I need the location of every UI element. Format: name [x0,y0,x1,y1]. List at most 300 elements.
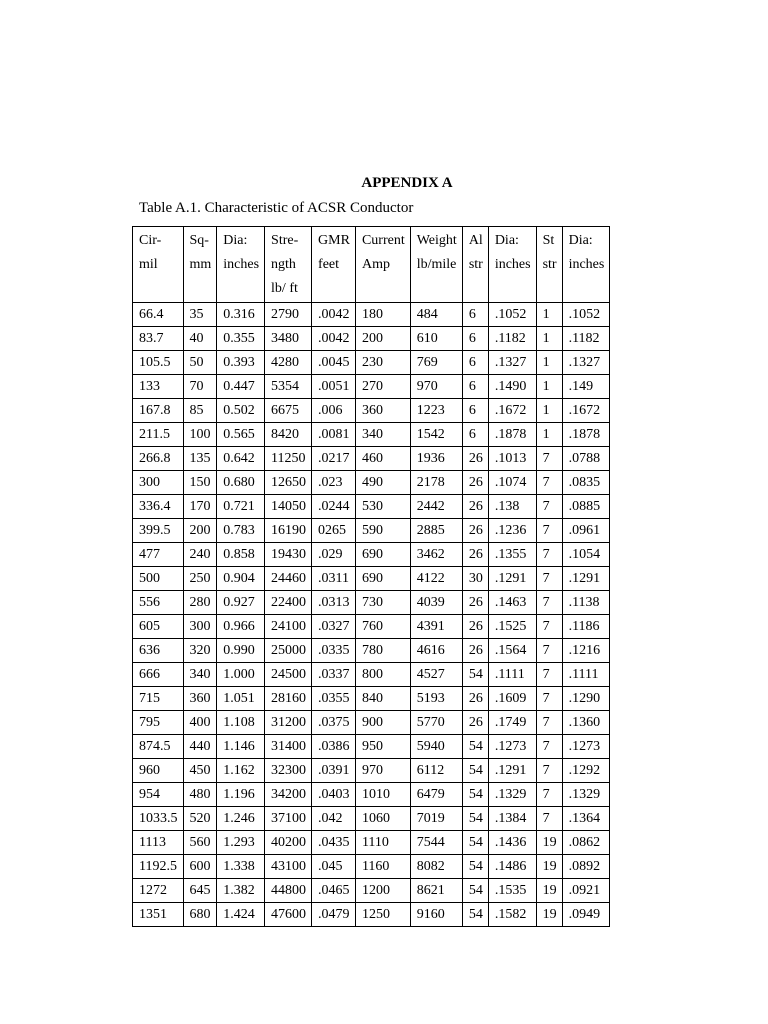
table-row [133,495,610,519]
column-header [217,227,265,303]
table-cell: 760 [355,615,410,639]
table-cell: .0042 [312,303,356,327]
table-cell: 14050 [265,495,312,519]
table-cell: .1273 [488,735,536,759]
table-cell: .0375 [312,711,356,735]
table-cell: 167.8 [133,399,184,423]
table-cell: 22400 [265,591,312,615]
table-cell: 8621 [410,879,462,903]
column-header-line: Current [361,233,405,248]
table-cell: 4391 [410,615,462,639]
table-cell: 5354 [265,375,312,399]
table-row [133,687,610,711]
table-cell: 47600 [265,903,312,927]
table-cell: 66.4 [133,303,184,327]
table-cell: 3480 [265,327,312,351]
table-cell: 605 [133,615,184,639]
table-cell: 7 [536,519,562,543]
table-cell: 900 [355,711,410,735]
table-cell: 7 [536,543,562,567]
table-cell: 1.196 [217,783,265,807]
table-cell: .1236 [488,519,536,543]
table-cell: .0335 [312,639,356,663]
table-cell: 240 [183,543,217,567]
table-cell: 1 [536,375,562,399]
table-cell: .0862 [562,831,610,855]
table-cell: 1542 [410,423,462,447]
table-cell: 300 [183,615,217,639]
table-row [133,375,610,399]
table-cell: 6 [462,423,488,447]
table-cell: 7 [536,447,562,471]
table-cell: .1290 [562,687,610,711]
table-cell: 12650 [265,471,312,495]
table-cell: 54 [462,759,488,783]
table-cell: 54 [462,831,488,855]
table-cell: 340 [183,663,217,687]
table-cell: .0921 [562,879,610,903]
table-row [133,807,610,831]
table-cell: 16190 [265,519,312,543]
table-cell: .1582 [488,903,536,927]
table-cell: 1 [536,327,562,351]
table-cell: .0045 [312,351,356,375]
table-cell: 7019 [410,807,462,831]
column-header-line: lb/mile [416,257,457,272]
table-cell: 300 [133,471,184,495]
table-cell: 6 [462,351,488,375]
table-cell: 105.5 [133,351,184,375]
table-cell: .138 [488,495,536,519]
table-cell: 85 [183,399,217,423]
table-row [133,855,610,879]
table-row [133,759,610,783]
table-cell: 1.162 [217,759,265,783]
column-header-line: Amp [361,257,390,272]
table-cell: 800 [355,663,410,687]
table-cell: 24500 [265,663,312,687]
table-cell: 37100 [265,807,312,831]
column-header-line: GMR [318,233,350,248]
table-cell: 7 [536,807,562,831]
table-cell: 1 [536,351,562,375]
table-cell: 4616 [410,639,462,663]
table-cell: 7 [536,711,562,735]
table-cell: 6 [462,327,488,351]
table-cell: 1010 [355,783,410,807]
table-cell: 6 [462,303,488,327]
column-header [562,227,610,303]
table-row [133,471,610,495]
table-cell: .0961 [562,519,610,543]
table-cell: .1074 [488,471,536,495]
table-cell: .0311 [312,567,356,591]
table-cell: .1292 [562,759,610,783]
table-cell: 610 [410,327,462,351]
table-cell: 336.4 [133,495,184,519]
table-cell: 0.642 [217,447,265,471]
table-cell: 0.966 [217,615,265,639]
table-cell: 1.382 [217,879,265,903]
table-cell: 200 [183,519,217,543]
table-cell: 230 [355,351,410,375]
table-cell: 7 [536,471,562,495]
table-cell: 26 [462,543,488,567]
table-cell: .1329 [488,783,536,807]
table-cell: 0.927 [217,591,265,615]
table-cell: 4280 [265,351,312,375]
table-cell: 590 [355,519,410,543]
table-cell: 5770 [410,711,462,735]
table-cell: .0042 [312,327,356,351]
table-cell: 8420 [265,423,312,447]
table-cell: 32300 [265,759,312,783]
table-cell: 0.783 [217,519,265,543]
table-header-row [133,227,610,303]
table-cell: 1113 [133,831,184,855]
table-cell: 1192.5 [133,855,184,879]
table-cell: 270 [355,375,410,399]
table-cell: 7 [536,567,562,591]
table-cell: 7 [536,639,562,663]
table-cell: 19 [536,903,562,927]
table-cell: .0355 [312,687,356,711]
table-cell: 690 [355,567,410,591]
table-cell: 1.246 [217,807,265,831]
table-cell: .1138 [562,591,610,615]
table-cell: 54 [462,855,488,879]
table-cell: .1327 [488,351,536,375]
table-row [133,351,610,375]
table-cell: 400 [183,711,217,735]
table-cell: .1052 [562,303,610,327]
table-cell: 0.355 [217,327,265,351]
table-row [133,879,610,903]
table-cell: 26 [462,519,488,543]
table-cell: 1.051 [217,687,265,711]
table-cell: 0265 [312,519,356,543]
table-cell: 480 [183,783,217,807]
table-cell: 26 [462,591,488,615]
table-cell: .149 [562,375,610,399]
table-cell: 795 [133,711,184,735]
table-cell: 200 [355,327,410,351]
column-header-line: Weight [416,233,457,248]
table-row [133,327,610,351]
table-cell: .0051 [312,375,356,399]
table-row [133,543,610,567]
table-cell: .0244 [312,495,356,519]
table-cell: 7 [536,663,562,687]
table-cell: 40200 [265,831,312,855]
table-cell: 1200 [355,879,410,903]
table-cell: 133 [133,375,184,399]
table-cell: 5940 [410,735,462,759]
table-cell: 2790 [265,303,312,327]
table-cell: .0386 [312,735,356,759]
column-header-line: ngth [271,257,296,272]
table-cell: .0835 [562,471,610,495]
table-cell: .029 [312,543,356,567]
table-cell: 43100 [265,855,312,879]
table-cell: 0.316 [217,303,265,327]
table-cell: .0885 [562,495,610,519]
table-cell: 19 [536,831,562,855]
table-cell: 19 [536,879,562,903]
table-cell: .0479 [312,903,356,927]
table-cell: .0435 [312,831,356,855]
table-cell: 530 [355,495,410,519]
column-header [488,227,536,303]
table-cell: .0217 [312,447,356,471]
table-cell: 0.565 [217,423,265,447]
table-cell: .0465 [312,879,356,903]
table-cell: 280 [183,591,217,615]
table-cell: 0.990 [217,639,265,663]
table-row [133,639,610,663]
table-row [133,735,610,759]
table-cell: .0949 [562,903,610,927]
table-cell: .1216 [562,639,610,663]
table-cell: 28160 [265,687,312,711]
column-header-line: feet [318,257,340,272]
table-cell: .0081 [312,423,356,447]
table-cell: 3462 [410,543,462,567]
column-header-line: Stre- [271,233,299,248]
table-cell: .042 [312,807,356,831]
table-cell: .1291 [562,567,610,591]
table-cell: 715 [133,687,184,711]
column-header [265,227,312,303]
table-cell: .1182 [562,327,610,351]
table-cell: 250 [183,567,217,591]
table-cell: 600 [183,855,217,879]
table-cell: 7544 [410,831,462,855]
table-cell: 0.393 [217,351,265,375]
table-cell: 636 [133,639,184,663]
table-caption: Table A.1. Characteristic of ACSR Conductor [139,200,414,216]
table-row [133,303,610,327]
table-row [133,903,610,927]
table-cell: .1486 [488,855,536,879]
table-row [133,567,610,591]
table-cell: 450 [183,759,217,783]
table-cell: 780 [355,639,410,663]
table-cell: 0.721 [217,495,265,519]
table-cell: 2442 [410,495,462,519]
table-cell: .1525 [488,615,536,639]
table-cell: 1.338 [217,855,265,879]
table-cell: 1.424 [217,903,265,927]
table-cell: 500 [133,567,184,591]
table-cell: 26 [462,639,488,663]
table-cell: 1 [536,423,562,447]
table-cell: 7 [536,687,562,711]
table-cell: 11250 [265,447,312,471]
table-cell: .1672 [488,399,536,423]
table-cell: 970 [410,375,462,399]
table-cell: 7 [536,591,562,615]
table-cell: 70 [183,375,217,399]
table-cell: 7 [536,495,562,519]
table-cell: .1436 [488,831,536,855]
table-cell: 950 [355,735,410,759]
table-cell: 1 [536,303,562,327]
table-cell: 170 [183,495,217,519]
column-header [312,227,356,303]
table-cell: 54 [462,783,488,807]
column-header-line: mil [139,257,158,272]
table-cell: 690 [355,543,410,567]
table-cell: 19430 [265,543,312,567]
table-cell: .0788 [562,447,610,471]
table-cell: 180 [355,303,410,327]
column-header-line: Cir- [139,233,162,248]
column-header [462,227,488,303]
table-cell: .0337 [312,663,356,687]
table-cell: 7 [536,735,562,759]
table-cell: 477 [133,543,184,567]
table-cell: 44800 [265,879,312,903]
table-cell: 4527 [410,663,462,687]
table-cell: .1384 [488,807,536,831]
table-cell: .1490 [488,375,536,399]
column-header-line: Dia: [223,233,248,248]
table-cell: 35 [183,303,217,327]
table-cell: 840 [355,687,410,711]
table-cell: 31200 [265,711,312,735]
table-cell: 54 [462,903,488,927]
table-cell: .0892 [562,855,610,879]
table-cell: 4122 [410,567,462,591]
table-cell: 730 [355,591,410,615]
column-header-line: Dia: [568,233,593,248]
column-header-line: St [542,233,555,248]
table-cell: 460 [355,447,410,471]
table-row [133,663,610,687]
table-cell: 6112 [410,759,462,783]
table-row [133,519,610,543]
table-cell: 490 [355,471,410,495]
table-cell: .1672 [562,399,610,423]
table-cell: 1033.5 [133,807,184,831]
table-row [133,783,610,807]
table-cell: 26 [462,495,488,519]
table-cell: 54 [462,807,488,831]
table-cell: 1.108 [217,711,265,735]
table-cell: 1.000 [217,663,265,687]
table-cell: 6 [462,375,488,399]
table-row [133,831,610,855]
column-header-line: inches [568,257,605,272]
table-cell: 50 [183,351,217,375]
column-header-line: mm [189,257,212,272]
table-cell: 7 [536,783,562,807]
table-cell: 135 [183,447,217,471]
table-cell: 100 [183,423,217,447]
table-row [133,711,610,735]
table-cell: 440 [183,735,217,759]
acsr-conductor-table [132,226,610,927]
table-cell: 680 [183,903,217,927]
table-cell: 1110 [355,831,410,855]
table-cell: 1272 [133,879,184,903]
table-cell: 25000 [265,639,312,663]
table-cell: .0327 [312,615,356,639]
table-cell: 8082 [410,855,462,879]
table-cell: 1060 [355,807,410,831]
table-cell: .1186 [562,615,610,639]
table-cell: 1936 [410,447,462,471]
column-header [183,227,217,303]
table-cell: 30 [462,567,488,591]
column-header-line: str [468,257,483,272]
table-cell: 34200 [265,783,312,807]
table-cell: 970 [355,759,410,783]
table-cell: .1052 [488,303,536,327]
table-cell: 1223 [410,399,462,423]
table-cell: 0.502 [217,399,265,423]
column-header [133,227,184,303]
table-cell: 520 [183,807,217,831]
table-cell: .1364 [562,807,610,831]
table-row [133,615,610,639]
column-header-line: Dia: [494,233,519,248]
table-cell: 560 [183,831,217,855]
table-cell: 320 [183,639,217,663]
table-cell: .0403 [312,783,356,807]
table-cell: .1329 [562,783,610,807]
table-cell: 6 [462,399,488,423]
table-cell: 2178 [410,471,462,495]
table-cell: .1535 [488,879,536,903]
table-cell: 7 [536,615,562,639]
table-cell: 26 [462,471,488,495]
table-row [133,423,610,447]
table-cell: 2885 [410,519,462,543]
table-cell: .1054 [562,543,610,567]
table-cell: 26 [462,687,488,711]
table-cell: 0.680 [217,471,265,495]
table-cell: .006 [312,399,356,423]
column-header-line: lb/ ft [271,281,298,296]
table-cell: .1273 [562,735,610,759]
table-cell: 1.293 [217,831,265,855]
column-header-line: Sq- [189,233,209,248]
table-cell: .1182 [488,327,536,351]
column-header [410,227,462,303]
table-cell: 1351 [133,903,184,927]
table-cell: 874.5 [133,735,184,759]
table-cell: .0391 [312,759,356,783]
column-header [355,227,410,303]
table-cell: 360 [355,399,410,423]
table-cell: 26 [462,447,488,471]
column-header-line: inches [494,257,531,272]
table-cell: 1.146 [217,735,265,759]
table-cell: .1609 [488,687,536,711]
table-cell: .1111 [488,663,536,687]
table-cell: 9160 [410,903,462,927]
table-cell: 340 [355,423,410,447]
table-cell: 54 [462,735,488,759]
table-row [133,447,610,471]
table-cell: .1327 [562,351,610,375]
table-cell: 26 [462,615,488,639]
table-cell: 960 [133,759,184,783]
table-cell: 399.5 [133,519,184,543]
column-header-line: str [542,257,557,272]
